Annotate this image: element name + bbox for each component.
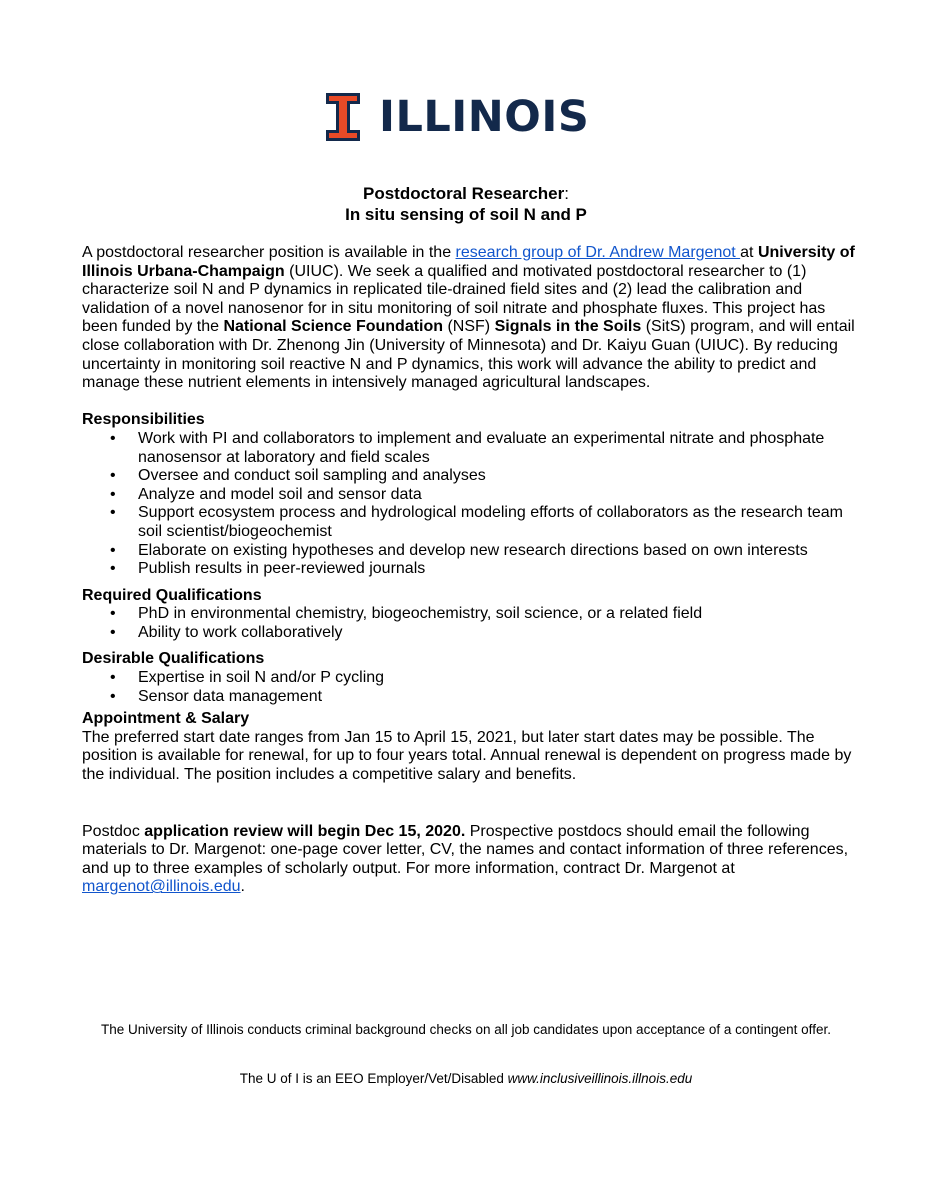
desirable-qualifications-list bbox=[82, 669, 862, 706]
appointment-paragraph: The preferred start date ranges from Jan 15 to April 15, 2021, but later start dates may be possible. The position is available for renewal, for up to four years total. Annual renewal is dependent on progress made by the individual. The position includes a competitive salary and benefits. bbox=[82, 728, 852, 784]
review-date: application review will begin Dec 15, 2020. bbox=[144, 822, 466, 840]
intro-paragraph bbox=[82, 244, 862, 393]
page-title bbox=[0, 183, 932, 225]
application-paragraph bbox=[82, 823, 862, 897]
application-text: Postdoc bbox=[82, 822, 145, 840]
nsf-name: National Science Foundation bbox=[223, 318, 444, 336]
title-colon: : bbox=[564, 184, 569, 203]
list-item: • Work with PI and collaborators to implement and evaluate an experimental nitrate and phosphate nanosensor at laboratory and field scales bbox=[82, 430, 862, 467]
background-check-note: The University of Illinois conducts criminal background checks on all job candidates upon acceptance of a contingent offer. bbox=[101, 1022, 831, 1037]
list-item: • Elaborate on existing hypotheses and develop new research directions based on own interests bbox=[82, 542, 862, 561]
required-qualifications-heading: Required Qualifications bbox=[82, 586, 262, 604]
list-item: • PhD in environmental chemistry, biogeochemistry, soil science, or a related field bbox=[82, 605, 862, 624]
intro-text: (SitS) program, and will entail close collaboration with Dr. Zhenong Jin (University of Minnesota) and Dr. Kaiyu Guan (UIUC). By reducing uncertainty in monitoring soil reactive N and P dynamics, this work will advance the ability to predict and manage these nutrient elements in intensively managed agricultural landscapes. bbox=[82, 318, 855, 392]
responsibilities-list bbox=[82, 430, 862, 579]
list-item: • Expertise in soil N and/or P cycling bbox=[82, 669, 862, 688]
illinois-logo bbox=[326, 93, 589, 141]
desirable-qualifications-heading: Desirable Qualifications bbox=[82, 650, 265, 668]
responsibilities-heading: Responsibilities bbox=[82, 411, 205, 429]
appointment-heading: Appointment & Salary bbox=[82, 710, 250, 728]
intro-text: (NSF) bbox=[443, 318, 495, 336]
application-text: . bbox=[240, 878, 245, 896]
list-item: • Publish results in peer-reviewed journals bbox=[82, 560, 862, 579]
university-name: University of Illinois Urbana-Champaign bbox=[82, 244, 855, 280]
intro-text: at bbox=[740, 244, 758, 261]
list-item: • Support ecosystem process and hydrological modeling efforts of collaborators as the research team soil scientist/biogeochemist bbox=[82, 504, 862, 541]
document-body bbox=[82, 244, 862, 897]
list-item: • Oversee and conduct soil sampling and analyses bbox=[82, 467, 862, 486]
email-link[interactable]: margenot@illinois.edu bbox=[82, 878, 241, 896]
block-i-icon bbox=[326, 93, 360, 141]
inclusive-url: www.inclusiveillinois.illnois.edu bbox=[507, 1071, 693, 1086]
application-text: Prospective postdocs should email the following materials to Dr. Margenot: one-page cover letter, CV, the names and contact information of three references, and up to three examples of scholarly output. For more information, contract Dr. Margenot at bbox=[82, 822, 849, 877]
list-item: • Ability to work collaboratively bbox=[82, 624, 862, 643]
logo-wordmark: ILLINOIS bbox=[379, 92, 590, 142]
eeo-statement bbox=[100, 1070, 832, 1088]
title-line-1: Postdoctoral Researcher bbox=[363, 184, 565, 203]
research-group-link[interactable]: research group of Dr. Andrew Margenot bbox=[455, 244, 741, 261]
list-item: • Sensor data management bbox=[82, 688, 862, 707]
list-item: • Analyze and model soil and sensor data bbox=[82, 486, 862, 505]
sits-name: Signals in the Soils bbox=[494, 318, 642, 336]
title-line-2: In situ sensing of soil N and P bbox=[345, 205, 587, 224]
intro-text: A postdoctoral researcher position is available in the bbox=[82, 244, 456, 261]
intro-text: (UIUC). We seek a qualified and motivated postdoctoral researcher to (1) characterize soil N and P dynamics in replicated tile-drained field sites and (2) lead the calibration and validation of a novel nanosenor for in situ monitoring of soil nitrate and phosphate fluxes. This project has been funded by the bbox=[82, 262, 826, 336]
eeo-text: The U of I is an EEO Employer/Vet/Disabled bbox=[239, 1071, 508, 1086]
required-qualifications-list bbox=[82, 605, 862, 642]
